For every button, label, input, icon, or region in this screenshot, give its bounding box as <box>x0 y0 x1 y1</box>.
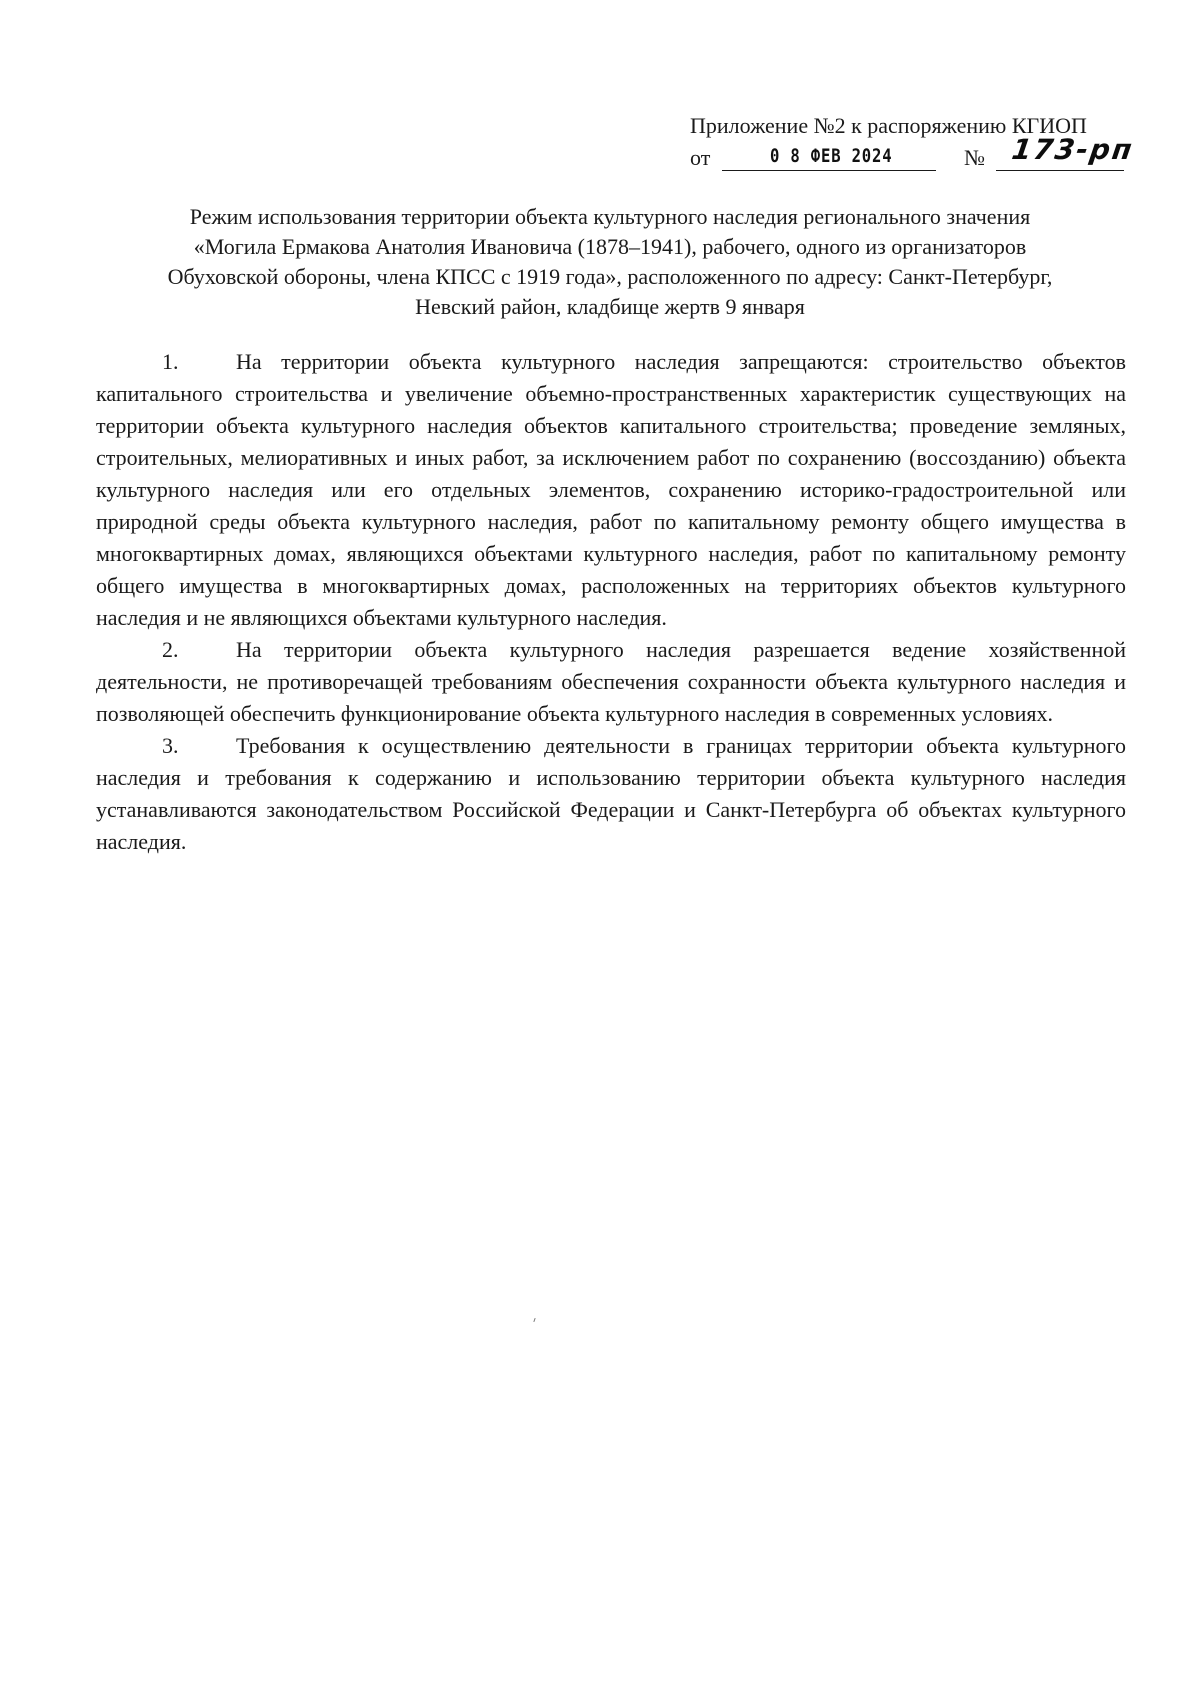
appendix-reference: Приложение №2 к распоряжению КГИОП <box>690 113 1087 138</box>
paragraph-text: На территории объекта культурного наследия запрещаются: строительство объектов капитального строительства и увеличение объемно-пространственных характеристик существующих на территории объекта культурного наследия объектов капитального строительства; проведение земляных, строительных, мелиоративных и иных работ, за исключением работ по сохранению (воссозданию) объекта культурного наследия или его отдельных элементов, сохранению историко-градостроительной или природной среды объекта культурного наследия, работ по капитальному ремонту общего имущества в многоквартирных домах, являющихся объектами культурного наследия, работ по капитальному ремонту общего имущества в многоквартирных домах, расположенных на территориях объектов культурного наследия и не являющихся объектами культурного наследия. <box>96 349 1126 630</box>
paragraph-number: 1. <box>162 349 179 374</box>
title-line: Обуховской обороны, члена КПСС с 1919 года», расположенного по адресу: Санкт-Петербург, <box>167 264 1053 289</box>
paragraph-number: 3. <box>162 733 179 758</box>
date-stamp: 0 8 ФЕВ 2024 <box>770 145 893 167</box>
title-line: «Могила Ермакова Анатолия Ивановича (1878–1941), рабочего, одного из организаторов <box>193 234 1027 259</box>
paragraph-text: На территории объекта культурного наследия разрешается ведение хозяйственной деятельности, не противоречащей требованиям обеспечения сохранности объекта культурного наследия и позволяющей обеспечить функционирование объекта культурного наследия в современных условиях. <box>96 637 1126 726</box>
paragraph-text: Требования к осуществлению деятельности в границах территории объекта культурного наследия и требования к содержанию и использованию территории объекта культурного наследия устанавливаются законодательством Российской Федерации и Санкт-Петербурга об объектах культурного наследия. <box>96 733 1126 854</box>
paragraph-1 <box>96 346 1126 634</box>
document-title <box>110 202 1110 322</box>
paragraph-3 <box>96 730 1126 858</box>
date-field <box>722 142 936 171</box>
paragraph-2 <box>96 634 1126 730</box>
date-label: от <box>690 145 711 170</box>
document-body <box>96 346 1126 858</box>
scan-speck <box>533 1318 535 1322</box>
order-date-number-line <box>690 133 1136 174</box>
title-line: Невский район, кладбище жертв 9 января <box>415 294 805 319</box>
handwritten-order-number: 173-рп <box>1009 133 1136 166</box>
number-label: № <box>964 145 985 170</box>
number-field <box>996 133 1136 171</box>
appendix-header <box>690 112 1136 174</box>
title-line: Режим использования территории объекта культурного наследия регионального значения <box>189 204 1031 229</box>
paragraph-number: 2. <box>162 637 179 662</box>
